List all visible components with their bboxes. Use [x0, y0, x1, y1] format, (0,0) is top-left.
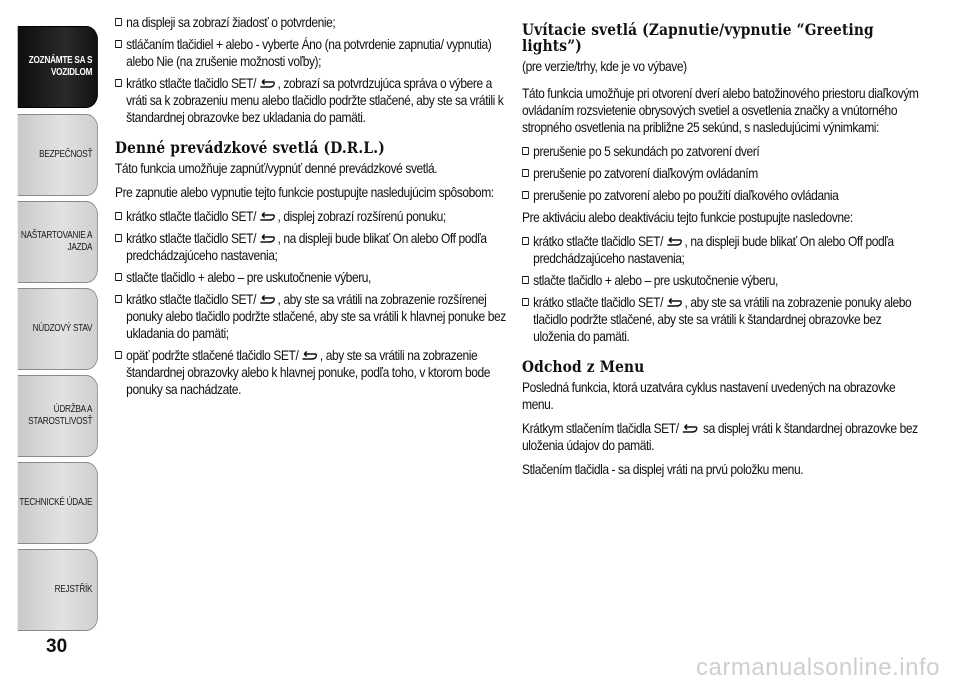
- tab-label: ÚDRŽBA A STAROSTLIVOSŤ: [28, 404, 93, 427]
- square-bullet-icon: [115, 234, 122, 242]
- paragraph: Stlačením tlačidla - sa displej vráti na prvú položku menu.: [522, 461, 804, 477]
- tab-zoznamte-sa[interactable]: [18, 26, 98, 108]
- set-back-arrow-icon: [664, 298, 683, 308]
- square-bullet-icon: [522, 147, 529, 155]
- tab-label: REJSTŘÍK: [54, 584, 93, 595]
- list-item: prerušenie po zatvorení alebo po použití diaľkového ovládania: [522, 187, 921, 204]
- list-item: prerušenie po zatvorení diaľkovým ovládaním: [522, 165, 921, 182]
- section-heading: Denné prevádzkové svetlá (D.R.L.): [115, 138, 385, 157]
- paragraph: Pre aktiváciu alebo deaktiváciu tejto funkcie postupujte nasledovne:: [522, 209, 853, 225]
- list-item: krátko stlačte tlačidlo SET/ , aby ste sa vrátili na zobrazenie rozšírenej ponuky alebo tlačidlo podržte stlačené, aby ste sa vrátili k hlavnej ponuke bez ukladania do pamäti;: [115, 291, 506, 342]
- paragraph: Pre zapnutie alebo vypnutie tejto funkcie postupujte nasledujúcim spôsobom:: [115, 184, 494, 200]
- list-item: opäť podržte stlačené tlačidlo SET/ , aby ste sa vrátili na zobrazenie štandardnej obrazovky alebo k hlavnej ponuke, podľa toho, v ktorom bode ponuky sa nachádzate.: [115, 347, 506, 398]
- tab-udrzba[interactable]: [18, 375, 98, 457]
- tab-bezpecnost[interactable]: [18, 114, 98, 196]
- paragraph: Táto funkcia umožňuje zapnúť/vypnúť denné prevádzkové svetlá.: [115, 160, 438, 176]
- tab-rejstrik[interactable]: [18, 549, 98, 631]
- list-item: prerušenie po 5 sekundách po zatvorení dverí: [522, 143, 921, 160]
- set-back-arrow-icon: [257, 212, 276, 222]
- paragraph: Krátkym stlačením tlačidla SET/ sa displej vráti k štandardnej obrazovke bez uloženia údajov do pamäti.: [522, 420, 918, 453]
- square-bullet-icon: [522, 276, 529, 284]
- list-item: na displeji sa zobrazí žiadosť o potvrdenie;: [115, 14, 506, 31]
- paragraph: Táto funkcia umožňuje pri otvorení dverí alebo batožinového priestoru diaľkovým ovládaním rozsvietenie obrysových svetiel a osvetlenia značky a vnútorného stropného osvetlenia na približne 25 sekúnd, s nasledujúcimi výnimkami:: [522, 85, 919, 135]
- list-item: stláčaním tlačidiel + alebo - vyberte Áno (na potvrdenie zapnutia/ vypnutia) alebo Nie (na zrušenie možnosti voľby);: [115, 36, 506, 70]
- list-item: stlačte tlačidlo + alebo – pre uskutočnenie výberu,: [115, 269, 506, 286]
- tab-label: TECHNICKÉ ÚDAJE: [19, 497, 93, 508]
- list-item: krátko stlačte tlačidlo SET/ , na displeji bude blikať On alebo Off podľa predchádzajúceho nastavenia;: [522, 233, 921, 267]
- section-heading: Uvítacie svetlá (Zapnutie/vypnutie “Greeting lights”): [522, 20, 874, 55]
- tab-label: NÚDZOVÝ STAV: [32, 323, 93, 334]
- square-bullet-icon: [522, 191, 529, 199]
- list-item: krátko stlačte tlačidlo SET/ , displej zobrazí rozšírenú ponuku;: [115, 208, 506, 225]
- list-item: krátko stlačte tlačidlo SET/ , aby ste sa vrátili na zobrazenie ponuky alebo tlačidlo podržte stlačené, aby ste sa vrátili k štandardnej obrazovke bez uloženia do pamäti.: [522, 294, 921, 345]
- list-item: krátko stlačte tlačidlo SET/ , na displeji bude blikať On alebo Off podľa predchádzajúceho nastavenia;: [115, 230, 506, 264]
- square-bullet-icon: [522, 237, 529, 245]
- square-bullet-icon: [115, 295, 122, 303]
- paragraph: Posledná funkcia, ktorá uzatvára cyklus nastavení uvedených na obrazovke menu.: [522, 379, 896, 412]
- square-bullet-icon: [522, 298, 529, 306]
- right-column: [522, 14, 922, 485]
- square-bullet-icon: [115, 212, 122, 220]
- tab-label: ZOZNÁMTE SA S VOZIDLOM: [28, 55, 93, 78]
- set-back-arrow-icon: [257, 234, 276, 244]
- square-bullet-icon: [115, 40, 122, 48]
- availability-note: (pre verzie/trhy, kde je vo výbave): [522, 58, 687, 74]
- square-bullet-icon: [522, 169, 529, 177]
- chapter-tabs: [0, 0, 100, 686]
- square-bullet-icon: [115, 79, 122, 87]
- set-back-arrow-icon: [257, 295, 276, 305]
- set-back-arrow-icon: [664, 237, 683, 247]
- set-back-arrow-icon: [679, 424, 698, 434]
- set-back-arrow-icon: [257, 79, 276, 89]
- square-bullet-icon: [115, 18, 122, 26]
- page-number: 30: [46, 636, 68, 657]
- set-back-arrow-icon: [299, 351, 318, 361]
- section-heading: Odchod z Menu: [522, 357, 645, 376]
- list-item: stlačte tlačidlo + alebo – pre uskutočnenie výberu,: [522, 272, 921, 289]
- tab-label: BEZPEČNOSŤ: [39, 149, 93, 160]
- watermark: carmanualsonline.info: [696, 654, 940, 681]
- tab-technicke-udaje[interactable]: [18, 462, 98, 544]
- square-bullet-icon: [115, 273, 122, 281]
- square-bullet-icon: [115, 351, 122, 359]
- tab-nastartovanie[interactable]: [18, 201, 98, 283]
- tab-label: NAŠTARTOVANIE A JAZDA: [20, 230, 93, 253]
- left-column: [115, 14, 507, 403]
- list-item: krátko stlačte tlačidlo SET/ , zobrazí sa potvrdzujúca správa o výbere a vráti sa k zobrazeniu menu alebo tlačidlo podržte stlačené, aby ste sa vrátili k štandardnej obrazovke bez ukladania do pamäti.: [115, 75, 506, 126]
- tab-nudzovy-stav[interactable]: [18, 288, 98, 370]
